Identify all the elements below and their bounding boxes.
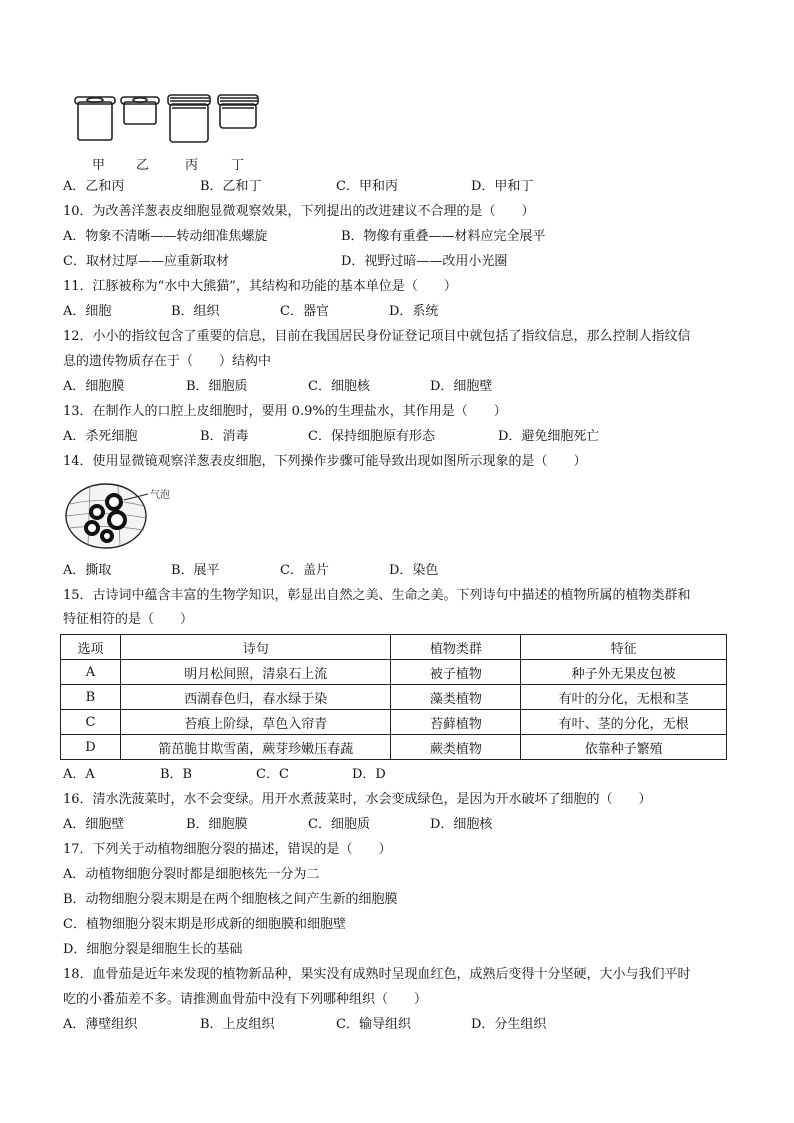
lens-label-jia: 甲 <box>92 158 106 173</box>
q16-stem: 16．清水洗菠菜时，水不会变绿。用开水煮菠菜时，水会变成绿色，是因为开水破坏了细胞的（ ） <box>63 792 652 807</box>
q17-option-b: B．动物细胞分裂末期是在两个细胞核之间产生新的细胞膜 <box>63 892 398 907</box>
table-cell: B <box>61 685 121 710</box>
q10-option-d: D．视野过暗——改用小光圈 <box>341 254 508 269</box>
q14-option-b: B．展平 <box>171 563 220 578</box>
q16-option-a: A．细胞壁 <box>63 817 125 832</box>
table-cell: A <box>61 660 121 685</box>
lens-figure <box>70 92 280 150</box>
table-row <box>61 660 727 685</box>
table-cell: 种子外无果皮包被 <box>521 660 727 685</box>
q11-option-c: C．器官 <box>280 304 329 319</box>
q15-option-c: C．C <box>256 767 289 782</box>
q11-option-b: B．组织 <box>171 304 220 319</box>
table-cell: 有叶、茎的分化，无根 <box>521 710 727 735</box>
table-header-cell: 选项 <box>61 635 121 660</box>
q16-option-c: C．细胞质 <box>308 817 370 832</box>
table-cell: 苔藓植物 <box>391 710 521 735</box>
q10-option-b: B．物像有重叠——材料应完全展平 <box>341 229 546 244</box>
lens-bing-icon <box>168 95 210 142</box>
table-cell: 被子植物 <box>391 660 521 685</box>
table-header-cell: 植物类群 <box>391 635 521 660</box>
lens-ding-icon <box>218 95 258 128</box>
q12-stem-line2: 息的遗传物质存在于（ ）结构中 <box>63 354 272 369</box>
lens-jia-icon <box>75 97 115 140</box>
bubble-label: 气泡 <box>150 490 170 501</box>
table-header-row <box>61 635 727 660</box>
q12-option-b: B．细胞质 <box>186 379 248 394</box>
table-row <box>61 735 727 760</box>
q10-stem: 10．为改善洋葱表皮细胞显微观察效果，下列提出的改进建议不合理的是（ ） <box>63 204 535 219</box>
lens-label-ding: 丁 <box>231 158 245 173</box>
q14-option-d: D．染色 <box>389 563 439 578</box>
table-cell: D <box>61 735 121 760</box>
q10-option-a: A．物象不清晰——转动细准焦螺旋 <box>63 229 268 244</box>
q15-option-b: B．B <box>160 767 193 782</box>
q14-option-a: A．撕取 <box>63 563 112 578</box>
q13-option-a: A．杀死细胞 <box>63 429 138 444</box>
q17-option-d: D．细胞分裂是细胞生长的基础 <box>63 942 243 957</box>
q10-option-c: C．取材过厚——应重新取材 <box>63 254 229 269</box>
lens-label-bing: 丙 <box>185 158 199 173</box>
q13-option-b: B．消毒 <box>200 429 249 444</box>
q9-option-d: D．甲和丁 <box>471 179 534 194</box>
q15-stem-line2: 特征相符的是（ ） <box>63 612 194 627</box>
q12-option-a: A．细胞膜 <box>63 379 125 394</box>
q9-option-b: B．乙和丁 <box>200 179 262 194</box>
q11-option-a: A．细胞 <box>63 304 112 319</box>
q9-option-c: C．甲和丙 <box>336 179 398 194</box>
q14-stem: 14．使用显微镜观察洋葱表皮细胞，下列操作步骤可能导致出现如图所示现象的是（ ） <box>63 454 587 469</box>
table-header-cell: 特征 <box>521 635 727 660</box>
table-cell: 明月松间照，清泉石上流 <box>120 660 391 685</box>
q15-stem-line1: 15．古诗词中蕴含丰富的生物学知识，彰显出自然之美、生命之美。下列诗句中描述的植物所属的植物类群和 <box>63 588 691 603</box>
lens-yi-icon <box>121 97 159 124</box>
q17-option-a: A．动植物细胞分裂时都是细胞核先一分为二 <box>63 867 320 882</box>
table-row <box>61 710 727 735</box>
q9-option-a: A．乙和丙 <box>63 179 125 194</box>
q18-option-b: B．上皮组织 <box>200 1017 275 1032</box>
q14-option-c: C．盖片 <box>280 563 329 578</box>
table-cell: 西湖春色归，春水绿于染 <box>120 685 391 710</box>
q18-stem-line2: 吃的小番茄差不多。请推测血骨茄中没有下列哪种组织（ ） <box>63 992 428 1007</box>
table-cell: 苔痕上阶绿，草色入帘青 <box>120 710 391 735</box>
q18-option-a: A．薄壁组织 <box>63 1017 138 1032</box>
table-cell: 箭茁脆甘欺雪菌，蕨芽珍嫩压春蔬 <box>120 735 391 760</box>
q13-stem: 13．在制作人的口腔上皮细胞时，要用 0.9%的生理盐水，其作用是（ ） <box>63 404 507 419</box>
q18-option-d: D．分生组织 <box>471 1017 547 1032</box>
q13-option-d: D．避免细胞死亡 <box>498 429 600 444</box>
q15-table <box>60 634 727 760</box>
q15-option-a: A．A <box>63 767 95 782</box>
q12-option-c: C．细胞核 <box>308 379 370 394</box>
q16-option-b: B．细胞膜 <box>186 817 248 832</box>
q18-stem-line1: 18．血骨茄是近年来发现的植物新品种，果实没有成熟时呈现血红色，成熟后变得十分坚硬，大小与我们平时 <box>63 967 691 982</box>
lens-label-yi: 乙 <box>136 158 150 173</box>
bubble-view-figure <box>64 482 180 552</box>
q16-option-d: D．细胞核 <box>430 817 493 832</box>
table-cell: 藻类植物 <box>391 685 521 710</box>
q11-option-d: D．系统 <box>389 304 439 319</box>
table-cell: C <box>61 710 121 735</box>
q12-option-d: D．细胞壁 <box>430 379 493 394</box>
table-row <box>61 685 727 710</box>
table-header-cell: 诗句 <box>120 635 391 660</box>
q15-option-d: D．D <box>352 767 386 782</box>
q11-stem: 11．江豚被称为“水中大熊猫”，其结构和功能的基本单位是（ ） <box>63 279 457 294</box>
q17-option-c: C．植物细胞分裂末期是形成新的细胞膜和细胞壁 <box>63 917 346 932</box>
table-cell: 有叶的分化，无根和茎 <box>521 685 727 710</box>
q12-stem-line1: 12．小小的指纹包含了重要的信息，目前在我国居民身份证登记项目中就包括了指纹信息，那么控制人指纹信 <box>63 329 691 344</box>
q18-option-c: C．输导组织 <box>336 1017 411 1032</box>
table-cell: 依靠种子繁殖 <box>521 735 727 760</box>
q17-stem: 17．下列关于动植物细胞分裂的描述，错误的是（ ） <box>63 842 392 857</box>
table-cell: 蕨类植物 <box>391 735 521 760</box>
q13-option-c: C．保持细胞原有形态 <box>308 429 435 444</box>
